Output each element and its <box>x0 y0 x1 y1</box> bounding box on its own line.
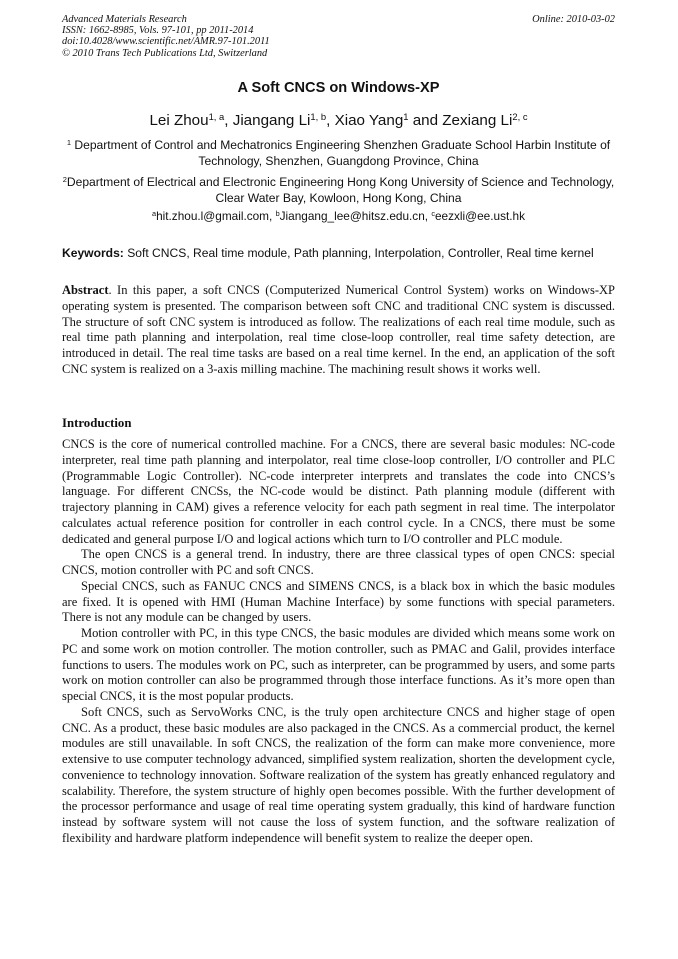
author-mark: 1, a <box>208 110 225 122</box>
online-date: Online: 2010-03-02 <box>532 14 615 25</box>
journal-doi: doi:10.4028/www.scientific.net/AMR.97-101.2011 <box>62 36 270 48</box>
affiliation-1 <box>62 137 615 169</box>
email-address[interactable]: Jiangang_lee@hitsz.edu.cn <box>279 209 425 223</box>
paragraph: Soft CNCS, such as ServoWorks CNC, is the truly open architecture CNCS and higher stage of open CNC. As a product, these basic modules are also packaged in the CNCS. As a commercial product, the kernel modules are still unavailable. In soft CNCS, the realization of the form can make more convenience, more extensive to use computer technology advanced, simplified system realization, shorten the development cycle, convenience to technology innovation. Software realization of the system has greatly enhanced regulatory and scalability. Therefore, the system structure of highly open becomes possible. With the further development of the processor performance and usage of real time operating system gradually, this kind of hardware function instead by software system will not cause the loss of system function, and the software realization of flexibility and hardware platform independence will benefit system to realize the deeper open. <box>62 704 615 845</box>
email-list: $^a$hit.zhou.l@gmail.com, $^b$Jiangang_lee@hitsz.edu.cn, $^c$eezxli@ee.ust.hk <box>152 208 525 223</box>
journal-copyright: © 2010 Trans Tech Publications Ltd, Switzerland <box>62 47 268 59</box>
journal-issn: ISSN: 1662-8985, Vols. 97-101, pp 2011-2014 <box>62 25 254 37</box>
author-name: Lei Zhou <box>149 112 209 129</box>
paper-title: A Soft CNCS on Windows-XP <box>237 80 440 96</box>
affiliation-mark: 2 <box>62 174 67 184</box>
keywords-label: Keywords: <box>62 246 124 260</box>
email-mark: b <box>275 208 280 218</box>
abstract <box>62 283 615 378</box>
introduction-body <box>62 437 615 847</box>
affiliation-2 <box>62 174 615 206</box>
author-separator: , <box>224 112 233 129</box>
author-separator: , <box>326 112 335 129</box>
abstract-label: Abstract <box>62 283 109 297</box>
keywords-text: Soft CNCS, Real time module, Path planning, Interpolation, Controller, Real time kernel <box>123 246 594 260</box>
author-conjunction: and <box>408 112 443 129</box>
email-address[interactable]: eezxli@ee.ust.hk <box>434 209 525 223</box>
email-mark: a <box>152 208 157 218</box>
author-mark: 1 <box>403 110 409 122</box>
journal-header <box>62 14 615 59</box>
author-mark: 2, c <box>512 110 528 122</box>
keywords <box>62 246 622 260</box>
abstract-text: . In this paper, a soft CNCS (Computerized Numerical Control System) works on Windows-XP operating system is presented. The comparison between soft CNC and traditional CNC system is discussed. The structure of soft CNC system is introduced as follow. The realizations of each real time module, such as real time path planning and interpolation, real time close-loop controller, real time safety detection, are introduced in detail. The real time tasks are based on a real time kernel. In the end, an application of the soft CNC system is realized on a 3-axis milling machine. The machining result shows it works well. <box>62 283 615 376</box>
affiliation-text: Department of Control and Mechatronics Engineering Shenzhen Graduate School Harbin Institute of Technology, Shenzhen, Guangdong Province, China <box>71 138 611 168</box>
paragraph: The open CNCS is a general trend. In industry, there are three classical types of open CNCS: special CNCS, motion controller with PC and soft CNCS. <box>62 547 615 577</box>
introduction-heading: Introduction <box>62 416 132 430</box>
paragraph: Special CNCS, such as FANUC CNCS and SIMENS CNCS, is a black box in which the basic modules are fixed. It is opened with HMI (Human Machine Interface) by some functions with special parameters. There is not any module can be changed by users. <box>62 578 615 625</box>
author-name: Zexiang Li <box>442 112 513 129</box>
author-list <box>62 112 615 129</box>
author-mark: 1, b <box>310 110 327 122</box>
affiliation-mark: 1 <box>66 137 71 147</box>
email-address[interactable]: hit.zhou.l@gmail.com <box>156 209 270 223</box>
author-name: Jiangang Li <box>232 112 311 129</box>
journal-name: Advanced Materials Research <box>62 14 187 25</box>
paragraph: Motion controller with PC, in this type CNCS, the basic modules are divided which means some work on PC and some work on motion controller. The motion controller, such as PMAC and Galil, provides interface functions to users. The modules work on PC, such as interpreter, can be programmed by users, and some parts work on motion controller can also be programmed through those interface functions. As it’s more open than special CNCS, it is the most popular products. <box>62 626 615 703</box>
affiliation-text: Department of Electrical and Electronic Engineering Hong Kong University of Science and Technology, Clear Water Bay, Kowloon, Hong Kong, China <box>66 175 615 205</box>
author-name: Xiao Yang <box>334 112 404 129</box>
paragraph: CNCS is the core of numerical controlled machine. For a CNCS, there are several basic modules: NC-code interpreter, real time path planning and interpolator, real time close-loop controller, I/O controller and PLC (Programmable Logic Controller). NC-code interpreter interprets and translates the code into CNCS’s language. For different CNCSs, the NC-code would be distinct. Path planning module (different with trajectory planning in CAM) gives a reference velocity for each path segment in real time. The interpolator calculates actual reference position for controller in each control cycle. In a CNCS, there must be some dedicated and general purpose I/O and logical actions which turn to I/O controller and PLC module. <box>62 437 615 546</box>
email-mark: c <box>431 208 435 218</box>
